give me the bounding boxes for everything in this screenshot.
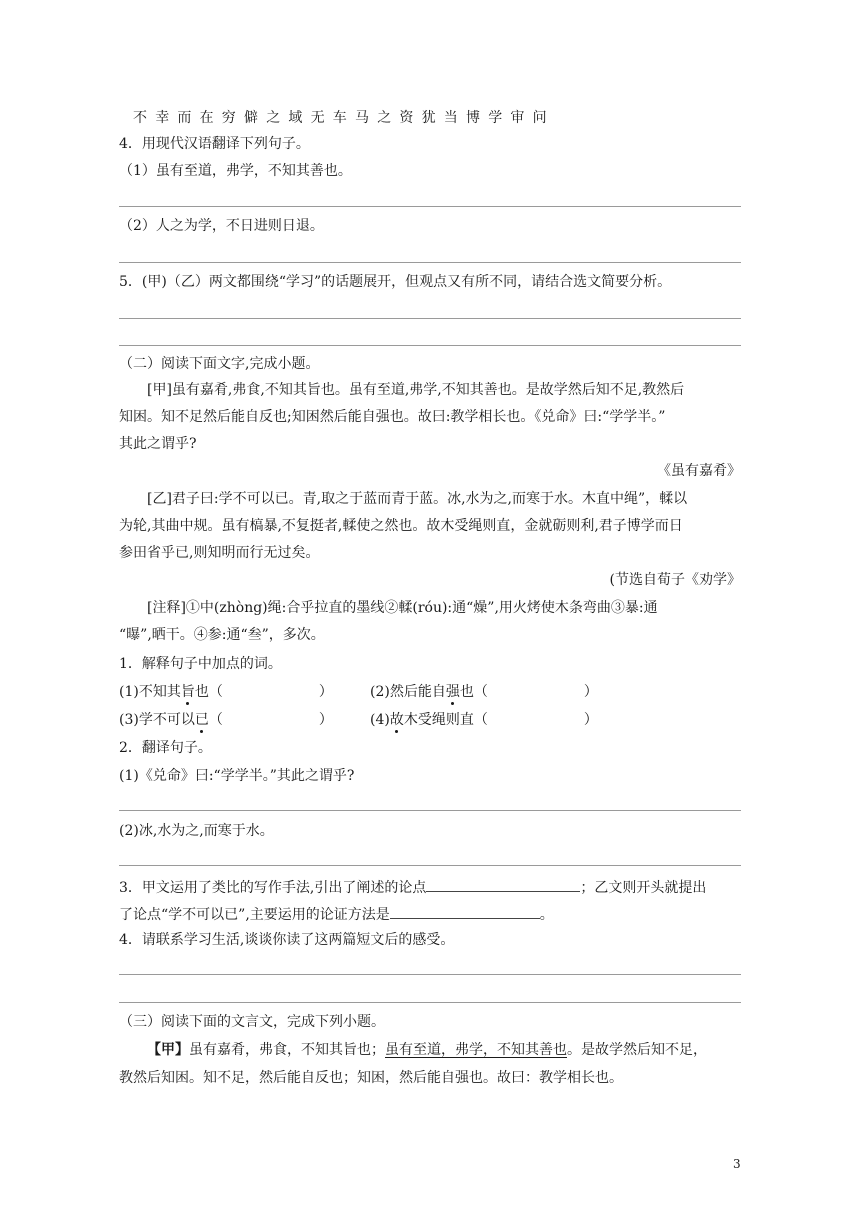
question-5-prompt: 5．(甲)（乙）两文都围绕“学习”的话题展开，但观点又有所不同，请结合选文简要分析。 [119,274,672,290]
part-2-heading: （二）阅读下面文字,完成小题。 [119,356,320,372]
answer-line [119,318,741,319]
sentence-to-segment: 不幸而在穷僻之域无车马之资犹当博学审问 [133,110,555,126]
part-3-passage-line: 教然后知困。知不足，然后能自反也；知困，然后能自强也。故曰：教学相长也。 [119,1070,623,1086]
answer-line [119,262,741,263]
question-2-item-2: (2)冰,水为之,而寒于水。 [119,823,274,839]
dotted-word: 已 [194,712,209,728]
answer-line [119,345,741,346]
answer-line [119,810,741,811]
question-2-prompt: 2．翻译句子。 [119,740,212,756]
passage-yi-line: [乙]君子曰:学不可以已。青,取之于蓝而青于蓝。冰,水为之,而寒于水。木直中绳”，輮以 [147,491,688,507]
dotted-word: 强 [445,684,460,700]
answer-line [119,865,741,866]
passage-yi-line: 为轮,其曲中规。虽有槁暴,不复挺者,輮使之然也。故木受绳则直，金就砺则利,君子博学而日 [119,518,683,534]
passage-jia-line: [甲]虽有嘉肴,弗食,不知其旨也。虽有至道,弗学,不知其善也。是故学然后知不足,教然后 [147,382,685,398]
part-3-passage-line: 【甲】虽有嘉肴，弗食，不知其旨也；虽有至道，弗学，不知其善也。是故学然后知不足， [147,1042,707,1058]
answer-line [119,974,741,975]
q1-item-3: (3)学不可以已（ ） [119,712,333,728]
question-4-prompt: 4．请联系学习生活,谈谈你读了这两篇短文后的感受。 [119,932,455,948]
passage-yi-line: 参田省乎已,则知明而行无过矣。 [119,545,320,561]
answer-line [119,1002,741,1003]
q1-item-4: (4)故木受绳则直（ ） [370,712,598,728]
part-3-heading: （三）阅读下面的文言文，完成下列小题。 [119,1014,385,1030]
page-number: 3 [733,1157,741,1171]
annotation-line: [注释]①中(zhòng)绳:合乎拉直的墨线②輮(róu):通“燥”,用火烤使木条弯曲③暴:通 [147,600,658,616]
question-3-line-2: 了论点“学不可以已”,主要运用的论证方法是 。 [119,904,554,924]
fill-in-blank[interactable] [426,877,580,892]
fill-in-blank[interactable] [390,904,540,919]
question-2-item-1: (1)《兑命》曰:“学学半。”其此之谓乎? [119,768,355,784]
question-1-prompt: 1．解释句子中加点的词。 [119,656,282,672]
passage-jia-line: 其此之谓乎? [119,436,197,452]
dotted-word: 旨 [180,684,195,700]
question-3-line-1: 3．甲文运用了类比的写作手法,引出了阐述的论点 ；乙文则开头就提出 [119,877,706,897]
q1-item-1: (1)不知其旨也（ ） [119,684,333,700]
q1-item-2: (2)然后能自强也（ ） [370,684,598,700]
passage-yi-source: (节选自荀子《劝学》 [609,572,741,588]
answer-line [119,206,741,207]
annotation-line: “曝”,晒干。④参:通“叁”，多次。 [119,627,325,643]
question-4-prompt: 4．用现代汉语翻译下列句子。 [119,136,310,152]
dotted-word: 故 [389,712,404,728]
passage-jia-line: 知困。知不足然后能自反也;知困然后能自强也。故曰:教学相长也。《兑命》曰:“学学半。” [119,409,666,425]
question-4-item-2: （2）人之为学，不日进则日退。 [119,218,324,234]
question-4-item-1: （1）虽有至道，弗学，不知其善也。 [119,163,352,179]
passage-jia-source: 《虽有嘉肴》 [657,463,741,479]
underlined-sentence: 虽有至道，弗学，不知其善也 [385,1042,567,1058]
